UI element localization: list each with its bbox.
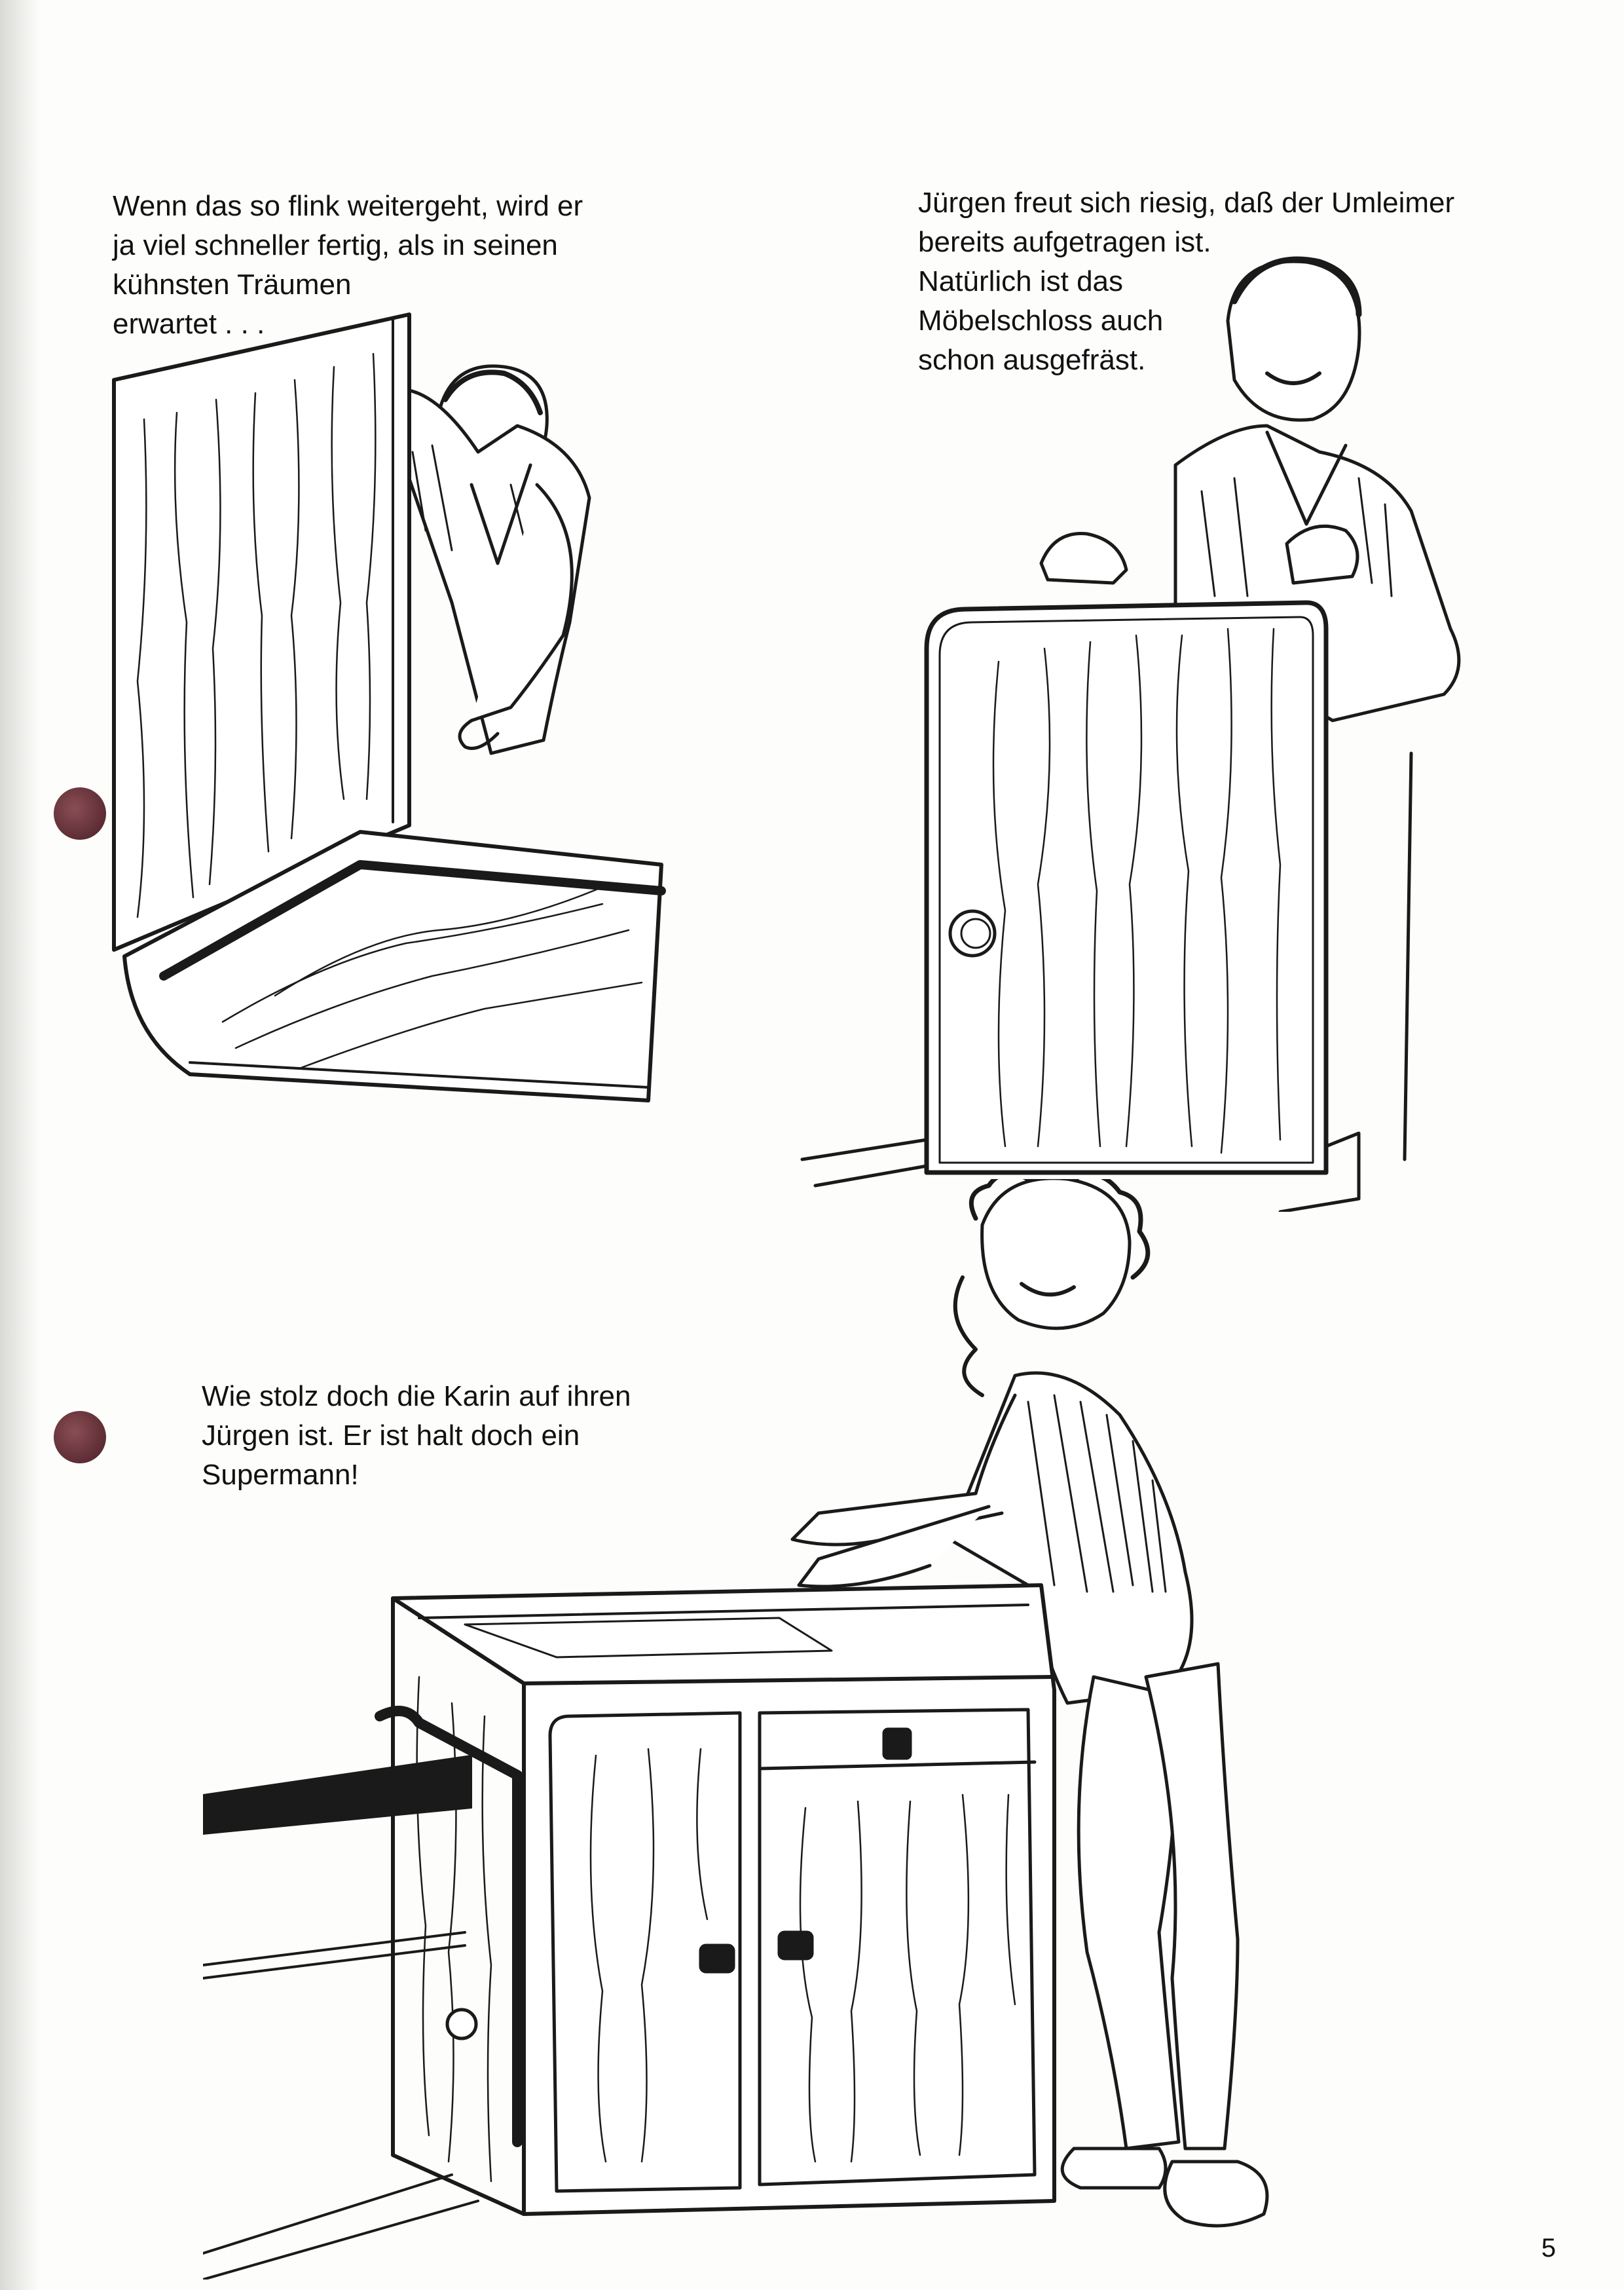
punch-hole-bottom: [54, 1411, 106, 1463]
page-number: 5: [1541, 2234, 1556, 2262]
caption-panel-2: Jürgen freut sich riesig, daß der Umleimer bereits aufgetragen ist. Natürlich ist das Möbelschloss auch schon ausgefräst.: [918, 187, 1455, 376]
page-binding-shadow: [0, 0, 39, 2290]
caption-panel-1: Wenn das so flink weitergeht, wird er ja viel schneller fertig, als in seinen kühnsten Träumen erwartet . . .: [113, 190, 583, 340]
illustration-panel-3: [203, 1179, 1303, 2280]
caption-panel-3: Wie stolz doch die Karin auf ihren Jürgen ist. Er ist halt doch ein Supermann!: [202, 1380, 631, 1491]
illustration-panel-1: [105, 288, 707, 1114]
punch-hole-top: [54, 787, 106, 840]
illustration-panel-2: [783, 242, 1536, 1212]
